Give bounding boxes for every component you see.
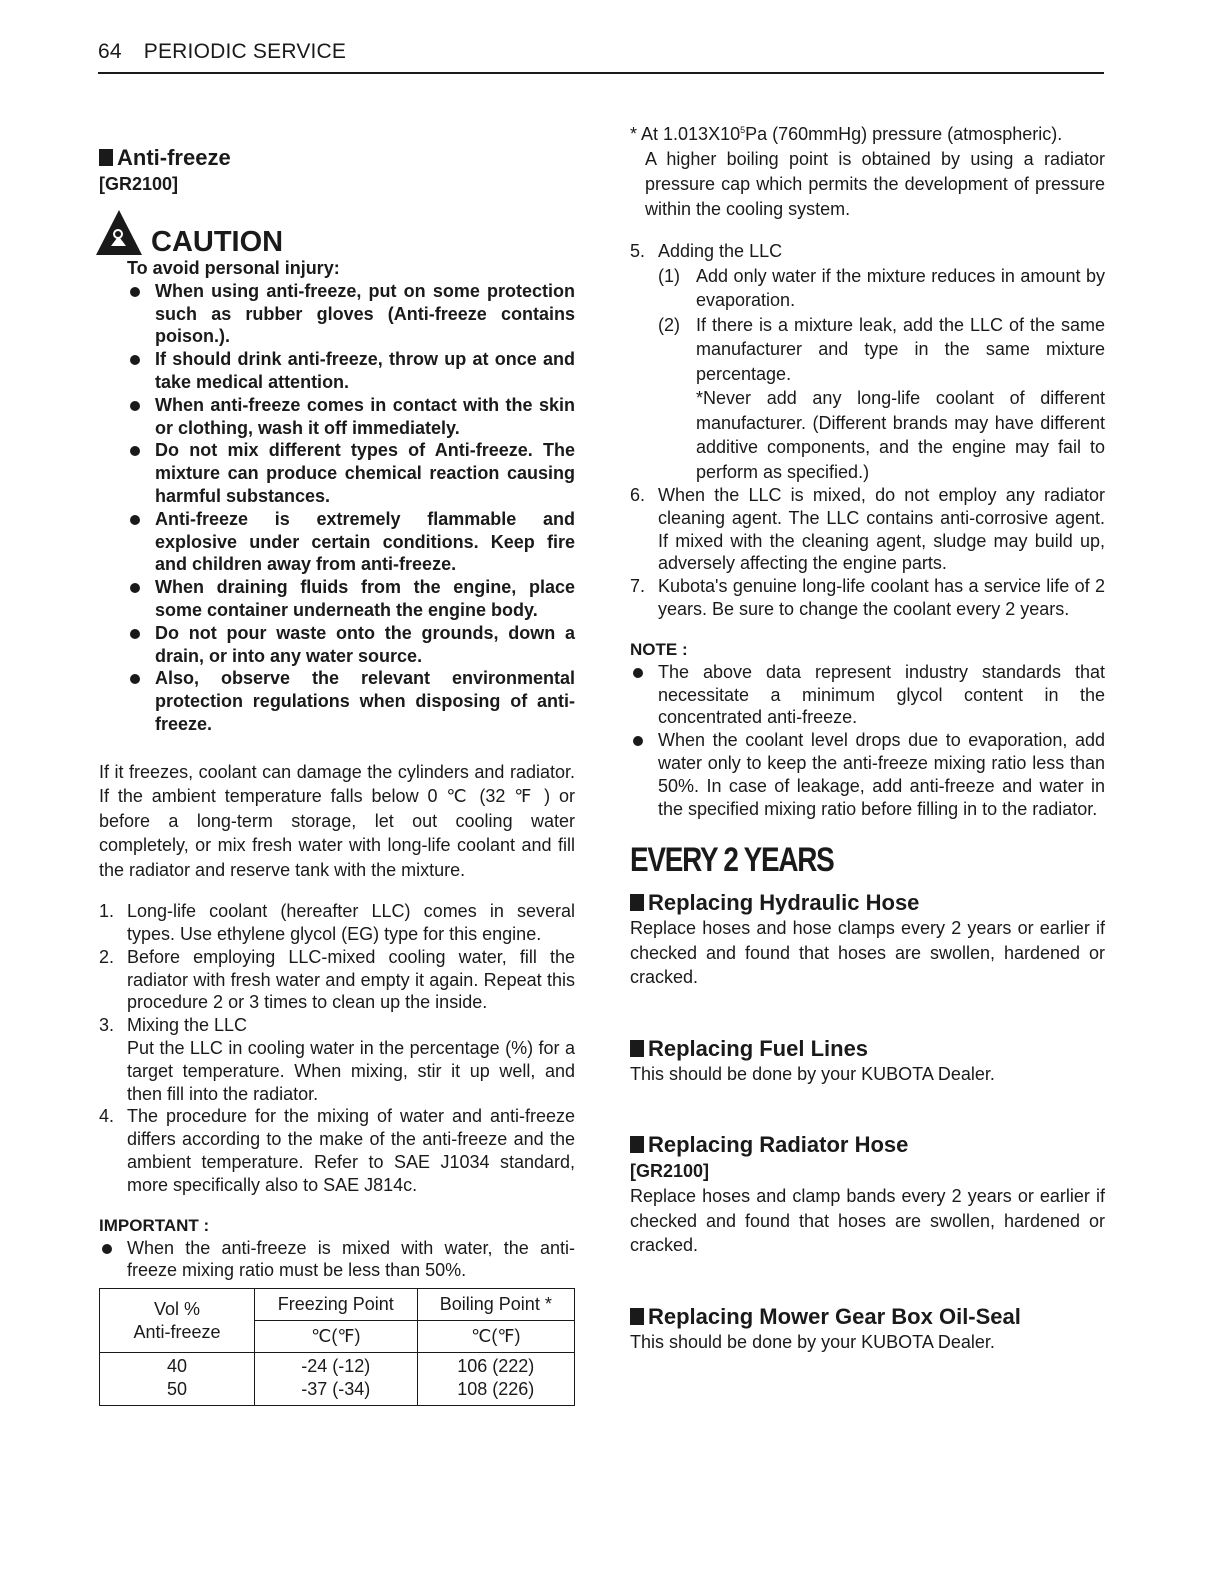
caution-block xyxy=(127,257,575,736)
footnote xyxy=(630,118,1105,222)
note-item: The above data represent industry standards that necessitate a minimum glycol content in the concentrated anti-freeze. xyxy=(630,661,1105,729)
step-item: 5. Adding the LLC (1) Add only water if the mixture reduces in amount by evaporation. (2) If there is a mixture leak, add the LLC of the same manufacturer and type in the same mixture percentage. *Never add any long-life coolant of different manufacturer. (Different brands may have different additive components, and the engine may fail to perform as specified.) xyxy=(630,239,1105,484)
caution-item: Also, observe the relevant environmental protection regulations when disposing of anti-freeze. xyxy=(127,667,575,735)
step-item: 7. Kubota's genuine long-life coolant has a service life of 2 years. Be sure to change the coolant every 2 years. xyxy=(630,576,1105,619)
table-unit-boiling: ℃(℉) xyxy=(417,1321,574,1353)
radiator-hose-heading: Replacing Radiator Hose xyxy=(630,1132,1105,1158)
footnote-body: A higher boiling point is obtained by using a radiator pressure cap which permits the development of pressure within the cooling system. xyxy=(645,149,1105,219)
important-item: When the anti-freeze is mixed with water, the anti-freeze mixing ratio must be less than 50%. xyxy=(99,1237,575,1283)
note-label: NOTE : xyxy=(630,639,688,659)
caution-item: If should drink anti-freeze, throw up at once and take medical attention. xyxy=(127,348,575,394)
fuel-lines-text: This should be done by your KUBOTA Dealer. xyxy=(630,1063,995,1084)
table-cell-freezing: -24 (-12) -37 (-34) xyxy=(255,1353,418,1406)
coolant-steps-continued xyxy=(630,239,1105,621)
step-item: 6. When the LLC is mixed, do not employ any radiator cleaning agent. The LLC contains anti-corrosive agent. If mixed with the cleaning agent, sludge may build up, adversely affecting the engine parts. xyxy=(630,485,1105,574)
table-cell-vol: 40 50 xyxy=(100,1353,255,1406)
table-unit-freezing: ℃(℉) xyxy=(255,1321,418,1353)
table-header-vol: Vol % Anti-freeze xyxy=(100,1289,255,1353)
intro-paragraph: If it freezes, coolant can damage the cylinders and radiator. If the ambient temperature falls below 0 ℃ (32 ℉ ) or before a long-term storage, let out cooling water completely, or mix fresh water with long-life coolant and fill the radiator and reserve tank with the mixture. xyxy=(99,761,575,880)
step-item: 3. Mixing the LLC Put the LLC in cooling water in the percentage (%) for a target temperature. When mixing, stir it up well, and then fill into the radiator. xyxy=(99,1015,575,1104)
note-item: When the coolant level drops due to evaporation, add water only to keep the anti-freeze mixing ratio less than 50%. In case of leakage, add anti-freeze and water in the specified mixing ratio before filling in to the radiator. xyxy=(630,729,1105,820)
every-2-years-title: EVERY 2 YEARS xyxy=(630,841,834,880)
right-column xyxy=(630,118,1105,1354)
sub-step-item: (2) If there is a mixture leak, add the LLC of the same manufacturer and type in the same mixture percentage. *Never add any long-life coolant of different manufacturer. (Different brands may have different additive components, and the engine may fail to perform as specified.) xyxy=(658,314,1105,482)
table-cell-boiling: 106 (222) 108 (226) xyxy=(417,1353,574,1406)
hydraulic-hose-text: Replace hoses and hose clamps every 2 years or earlier if checked and found that hoses are swollen, hardened or cracked. xyxy=(630,918,1105,988)
mower-oil-seal-heading: Replacing Mower Gear Box Oil-Seal xyxy=(630,1304,1105,1330)
radiator-hose-model-ref: [GR2100] xyxy=(630,1161,710,1182)
page-number: 64 xyxy=(98,40,122,63)
important-label: IMPORTANT : xyxy=(99,1215,210,1235)
step-item: 2. Before employing LLC-mixed cooling water, fill the radiator with fresh water and empty it again. Repeat this procedure 2 or 3 times to clean up the inside. xyxy=(99,946,575,1013)
antifreeze-table xyxy=(99,1288,575,1406)
caution-list xyxy=(127,280,575,736)
caution-title: CAUTION xyxy=(151,226,284,258)
caution-item: When anti-freeze comes in contact with the skin or clothing, wash it off immediately. xyxy=(127,394,575,440)
caution-header xyxy=(99,209,575,257)
caution-item: Do not pour waste onto the grounds, down a drain, or into any water source. xyxy=(127,622,575,668)
caution-item: Do not mix different types of Anti-freeze. The mixture can produce chemical reaction causing harmful substances. xyxy=(127,439,575,507)
sub-step-item: (1) Add only water if the mixture reduces in amount by evaporation. xyxy=(658,265,1105,310)
fuel-lines-heading: Replacing Fuel Lines xyxy=(630,1036,1105,1062)
left-column xyxy=(99,145,575,1406)
page-header xyxy=(98,40,1104,74)
step-item: 1. Long-life coolant (hereafter LLC) comes in several types. Use ethylene glycol (EG) type for this engine. xyxy=(99,901,575,945)
page-header-title: PERIODIC SERVICE xyxy=(143,40,347,63)
warning-triangle-icon xyxy=(95,209,149,257)
anti-freeze-model-ref: [GR2100] xyxy=(99,174,179,194)
anti-freeze-heading: Anti-freeze xyxy=(99,145,575,171)
important-list xyxy=(99,1237,575,1283)
mower-oil-seal-text: This should be done by your KUBOTA Dealer. xyxy=(630,1331,995,1352)
coolant-steps xyxy=(99,900,575,1196)
note-list xyxy=(630,661,1105,821)
radiator-hose-text: Replace hoses and clamp bands every 2 years or earlier if checked and found that hoses are swollen, hardened or cracked. xyxy=(630,1186,1105,1256)
table-header-freezing: Freezing Point xyxy=(255,1289,418,1321)
step-item: 4. The procedure for the mixing of water and anti-freeze differs according to the make of the anti-freeze and the ambient temperature. Refer to SAE J1034 standard, more specifically also to SAE J814c. xyxy=(99,1106,575,1195)
caution-item: Anti-freeze is extremely flammable and explosive under certain conditions. Keep fire and children away from anti-freeze. xyxy=(127,508,575,576)
footnote-first-line: * At $1.013X10^5Pa$ (760mmHg) pressure (atmospheric). xyxy=(630,124,1063,144)
caution-item: When draining fluids from the engine, place some container underneath the engine body. xyxy=(127,576,575,622)
table-header-boiling: Boiling Point * xyxy=(417,1289,574,1321)
caution-lead: To avoid personal injury: xyxy=(127,258,340,278)
hydraulic-hose-heading: Replacing Hydraulic Hose xyxy=(630,890,1105,916)
caution-item: When using anti-freeze, put on some protection such as rubber gloves (Anti-freeze contains poison.). xyxy=(127,280,575,348)
